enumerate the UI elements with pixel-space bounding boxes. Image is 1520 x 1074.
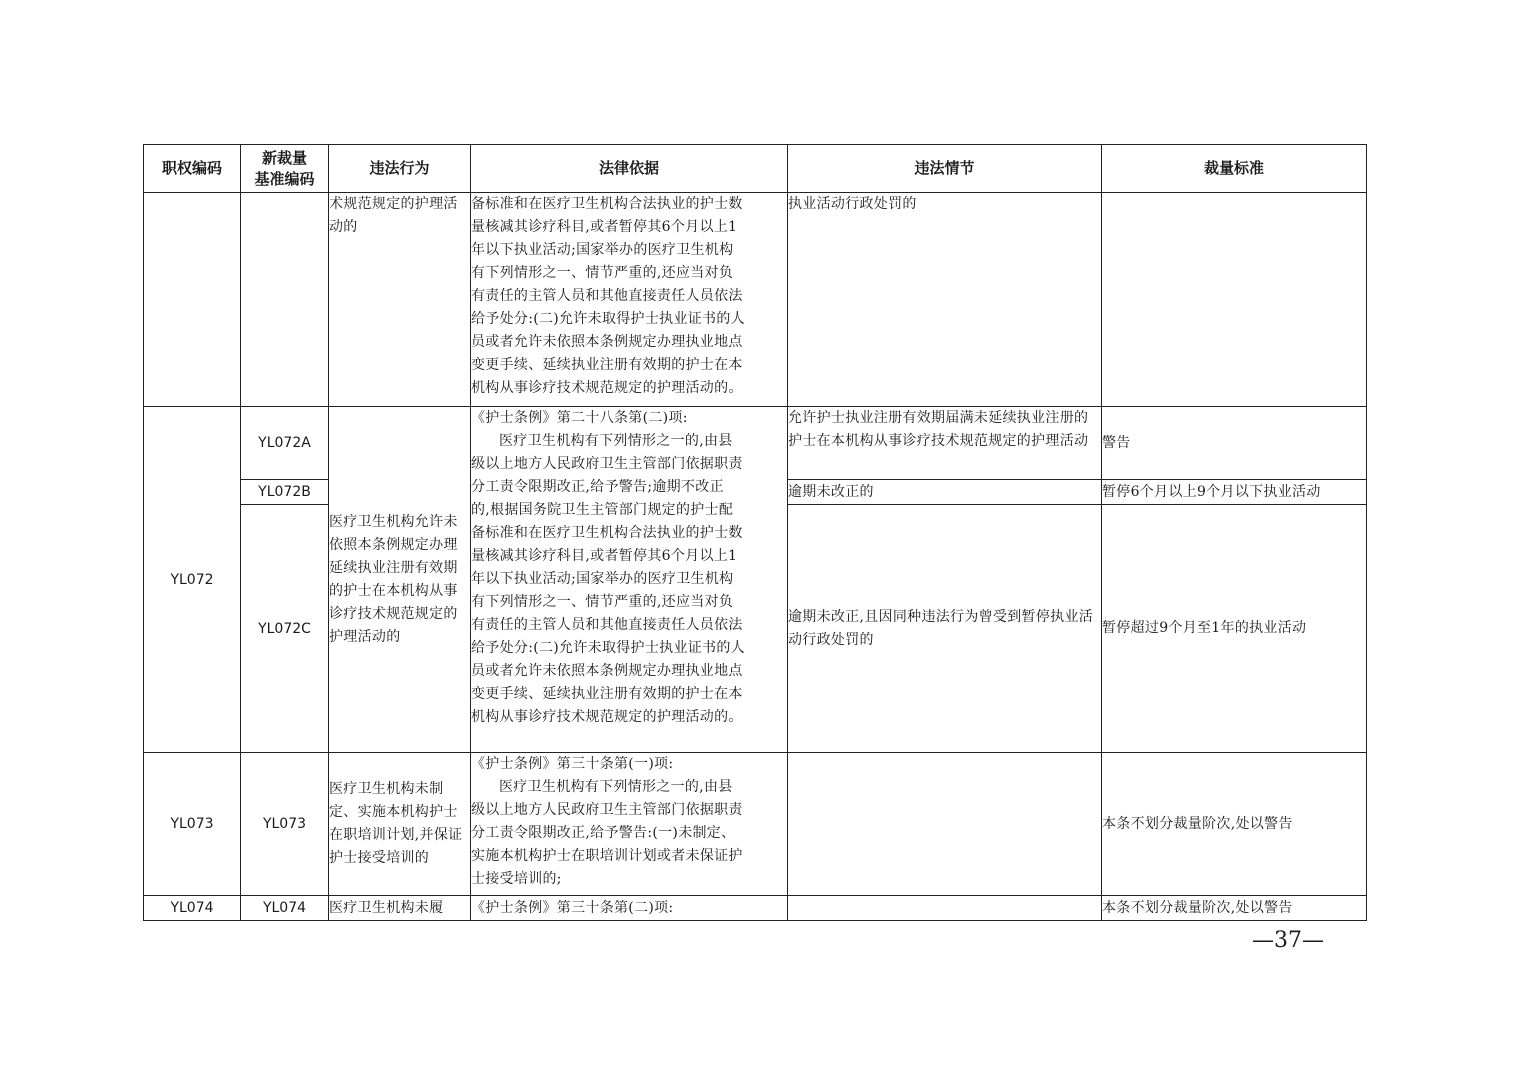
basis-line: 机构从事诊疗技术规范规定的护理活动的。 — [471, 380, 743, 396]
basis-line: 员或者允许未依照本条例规定办理执业地点 — [471, 334, 743, 350]
header-new-code-line1: 新裁量 — [261, 148, 307, 167]
basis-line: 备标准和在医疗卫生机构合法执业的护士数 — [471, 525, 743, 541]
basis-line: 分工责令限期改正,给予警告;逾期不改正 — [471, 479, 724, 495]
basis-line: 级以上地方人民政府卫生主管部门依据职责 — [471, 802, 743, 818]
table-row-continuation — [144, 193, 1367, 407]
table-row-yl073 — [144, 753, 1367, 896]
yl072a-circumstance: 允许护士执业注册有效期届满未延续执业注册的护士在本机构从事诊疗技术规范规定的护理活动 — [788, 407, 1102, 480]
header-standard: 裁量标准 — [1102, 145, 1367, 193]
basis-line: 员或者允许未依照本条例规定办理执业地点 — [471, 663, 743, 679]
basis-line: 的,根据国务院卫生主管部门规定的护士配 — [471, 502, 734, 518]
basis-title: 《护士条例》第二十八条第(二)项: — [471, 410, 688, 426]
yl073-standard: 本条不划分裁量阶次,处以警告 — [1102, 753, 1367, 896]
basis-line: 机构从事诊疗技术规范规定的护理活动的。 — [471, 709, 743, 725]
yl072a-standard: 警告 — [1102, 407, 1367, 480]
basis-line: 给予处分:(二)允许未取得护士执业证书的人 — [471, 311, 745, 327]
cont-violation: 术规范规定的护理活动的 — [329, 193, 471, 407]
yl072c-new-code: YL072C — [241, 505, 329, 753]
yl072b-circumstance: 逾期未改正的 — [788, 480, 1102, 505]
basis-line: 变更手续、延续执业注册有效期的护士在本 — [471, 686, 743, 702]
yl073-legal-basis — [471, 753, 788, 896]
cont-circumstance: 执业活动行政处罚的 — [788, 193, 1102, 407]
yl072b-new-code: YL072B — [241, 480, 329, 505]
yl073-circumstance — [788, 753, 1102, 896]
basis-line: 医疗卫生机构有下列情形之一的,由县 — [499, 433, 733, 449]
yl074-violation: 医疗卫生机构未履 — [329, 896, 471, 921]
basis-line: 医疗卫生机构有下列情形之一的,由县 — [499, 779, 733, 795]
cont-standard — [1102, 193, 1367, 407]
header-violation: 违法行为 — [329, 145, 471, 193]
yl073-authority-code: YL073 — [144, 753, 241, 896]
basis-line: 士接受培训的; — [471, 871, 562, 887]
yl072a-new-code: YL072A — [241, 407, 329, 480]
basis-line: 实施本机构护士在职培训计划或者未保证护 — [471, 848, 743, 864]
discretion-standard-table — [143, 144, 1367, 921]
yl074-legal-basis: 《护士条例》第三十条第(二)项: — [471, 896, 788, 921]
yl072c-standard: 暂停超过9个月至1年的执业活动 — [1102, 505, 1367, 753]
basis-line: 分工责令限期改正,给予警告:(一)未制定、 — [471, 825, 736, 841]
yl074-standard: 本条不划分裁量阶次,处以警告 — [1102, 896, 1367, 921]
basis-title: 《护士条例》第三十条第(一)项: — [471, 756, 674, 772]
header-new-code — [241, 145, 329, 193]
table-row-yl072a — [144, 407, 1367, 480]
yl074-circumstance — [788, 896, 1102, 921]
basis-line: 变更手续、延续执业注册有效期的护士在本 — [471, 357, 743, 373]
table-row-yl074 — [144, 896, 1367, 921]
table-header-row — [144, 145, 1367, 193]
basis-line: 有责任的主管人员和其他直接责任人员依法 — [471, 288, 743, 304]
cont-legal-basis — [471, 193, 788, 407]
basis-line: 有责任的主管人员和其他直接责任人员依法 — [471, 617, 743, 633]
basis-line: 量核减其诊疗科目,或者暂停其6个月以上1 — [471, 219, 738, 235]
header-new-code-line2: 基准编码 — [254, 169, 315, 188]
yl074-authority-code: YL074 — [144, 896, 241, 921]
basis-line: 量核减其诊疗科目,或者暂停其6个月以上1 — [471, 548, 738, 564]
yl072-violation: 医疗卫生机构允许未依照本条例规定办理延续执业注册有效期的护士在本机构从事诊疗技术规范规定的护理活动的 — [329, 407, 471, 753]
yl072-authority-code: YL072 — [144, 407, 241, 753]
yl072b-standard: 暂停6个月以上9个月以下执业活动 — [1102, 480, 1367, 505]
header-authority-code: 职权编码 — [144, 145, 241, 193]
yl073-violation: 医疗卫生机构未制定、实施本机构护士在职培训计划,并保证护士接受培训的 — [329, 753, 471, 896]
basis-line: 给予处分:(二)允许未取得护士执业证书的人 — [471, 640, 745, 656]
basis-line: 有下列情形之一、情节严重的,还应当对负 — [471, 265, 734, 281]
yl074-new-code: YL074 — [241, 896, 329, 921]
page-number: —37— — [1252, 928, 1324, 953]
basis-line: 备标准和在医疗卫生机构合法执业的护士数 — [471, 196, 743, 212]
yl072c-circumstance: 逾期未改正,且因同种违法行为曾受到暂停执业活动行政处罚的 — [788, 505, 1102, 753]
yl072-legal-basis — [471, 407, 788, 753]
cont-authority-code — [144, 193, 241, 407]
header-legal-basis: 法律依据 — [471, 145, 788, 193]
basis-line: 有下列情形之一、情节严重的,还应当对负 — [471, 594, 734, 610]
yl073-new-code: YL073 — [241, 753, 329, 896]
cont-new-code — [241, 193, 329, 407]
header-circumstance: 违法情节 — [788, 145, 1102, 193]
basis-line: 级以上地方人民政府卫生主管部门依据职责 — [471, 456, 743, 472]
basis-line: 年以下执业活动;国家举办的医疗卫生机构 — [471, 242, 734, 258]
basis-line: 年以下执业活动;国家举办的医疗卫生机构 — [471, 571, 734, 587]
